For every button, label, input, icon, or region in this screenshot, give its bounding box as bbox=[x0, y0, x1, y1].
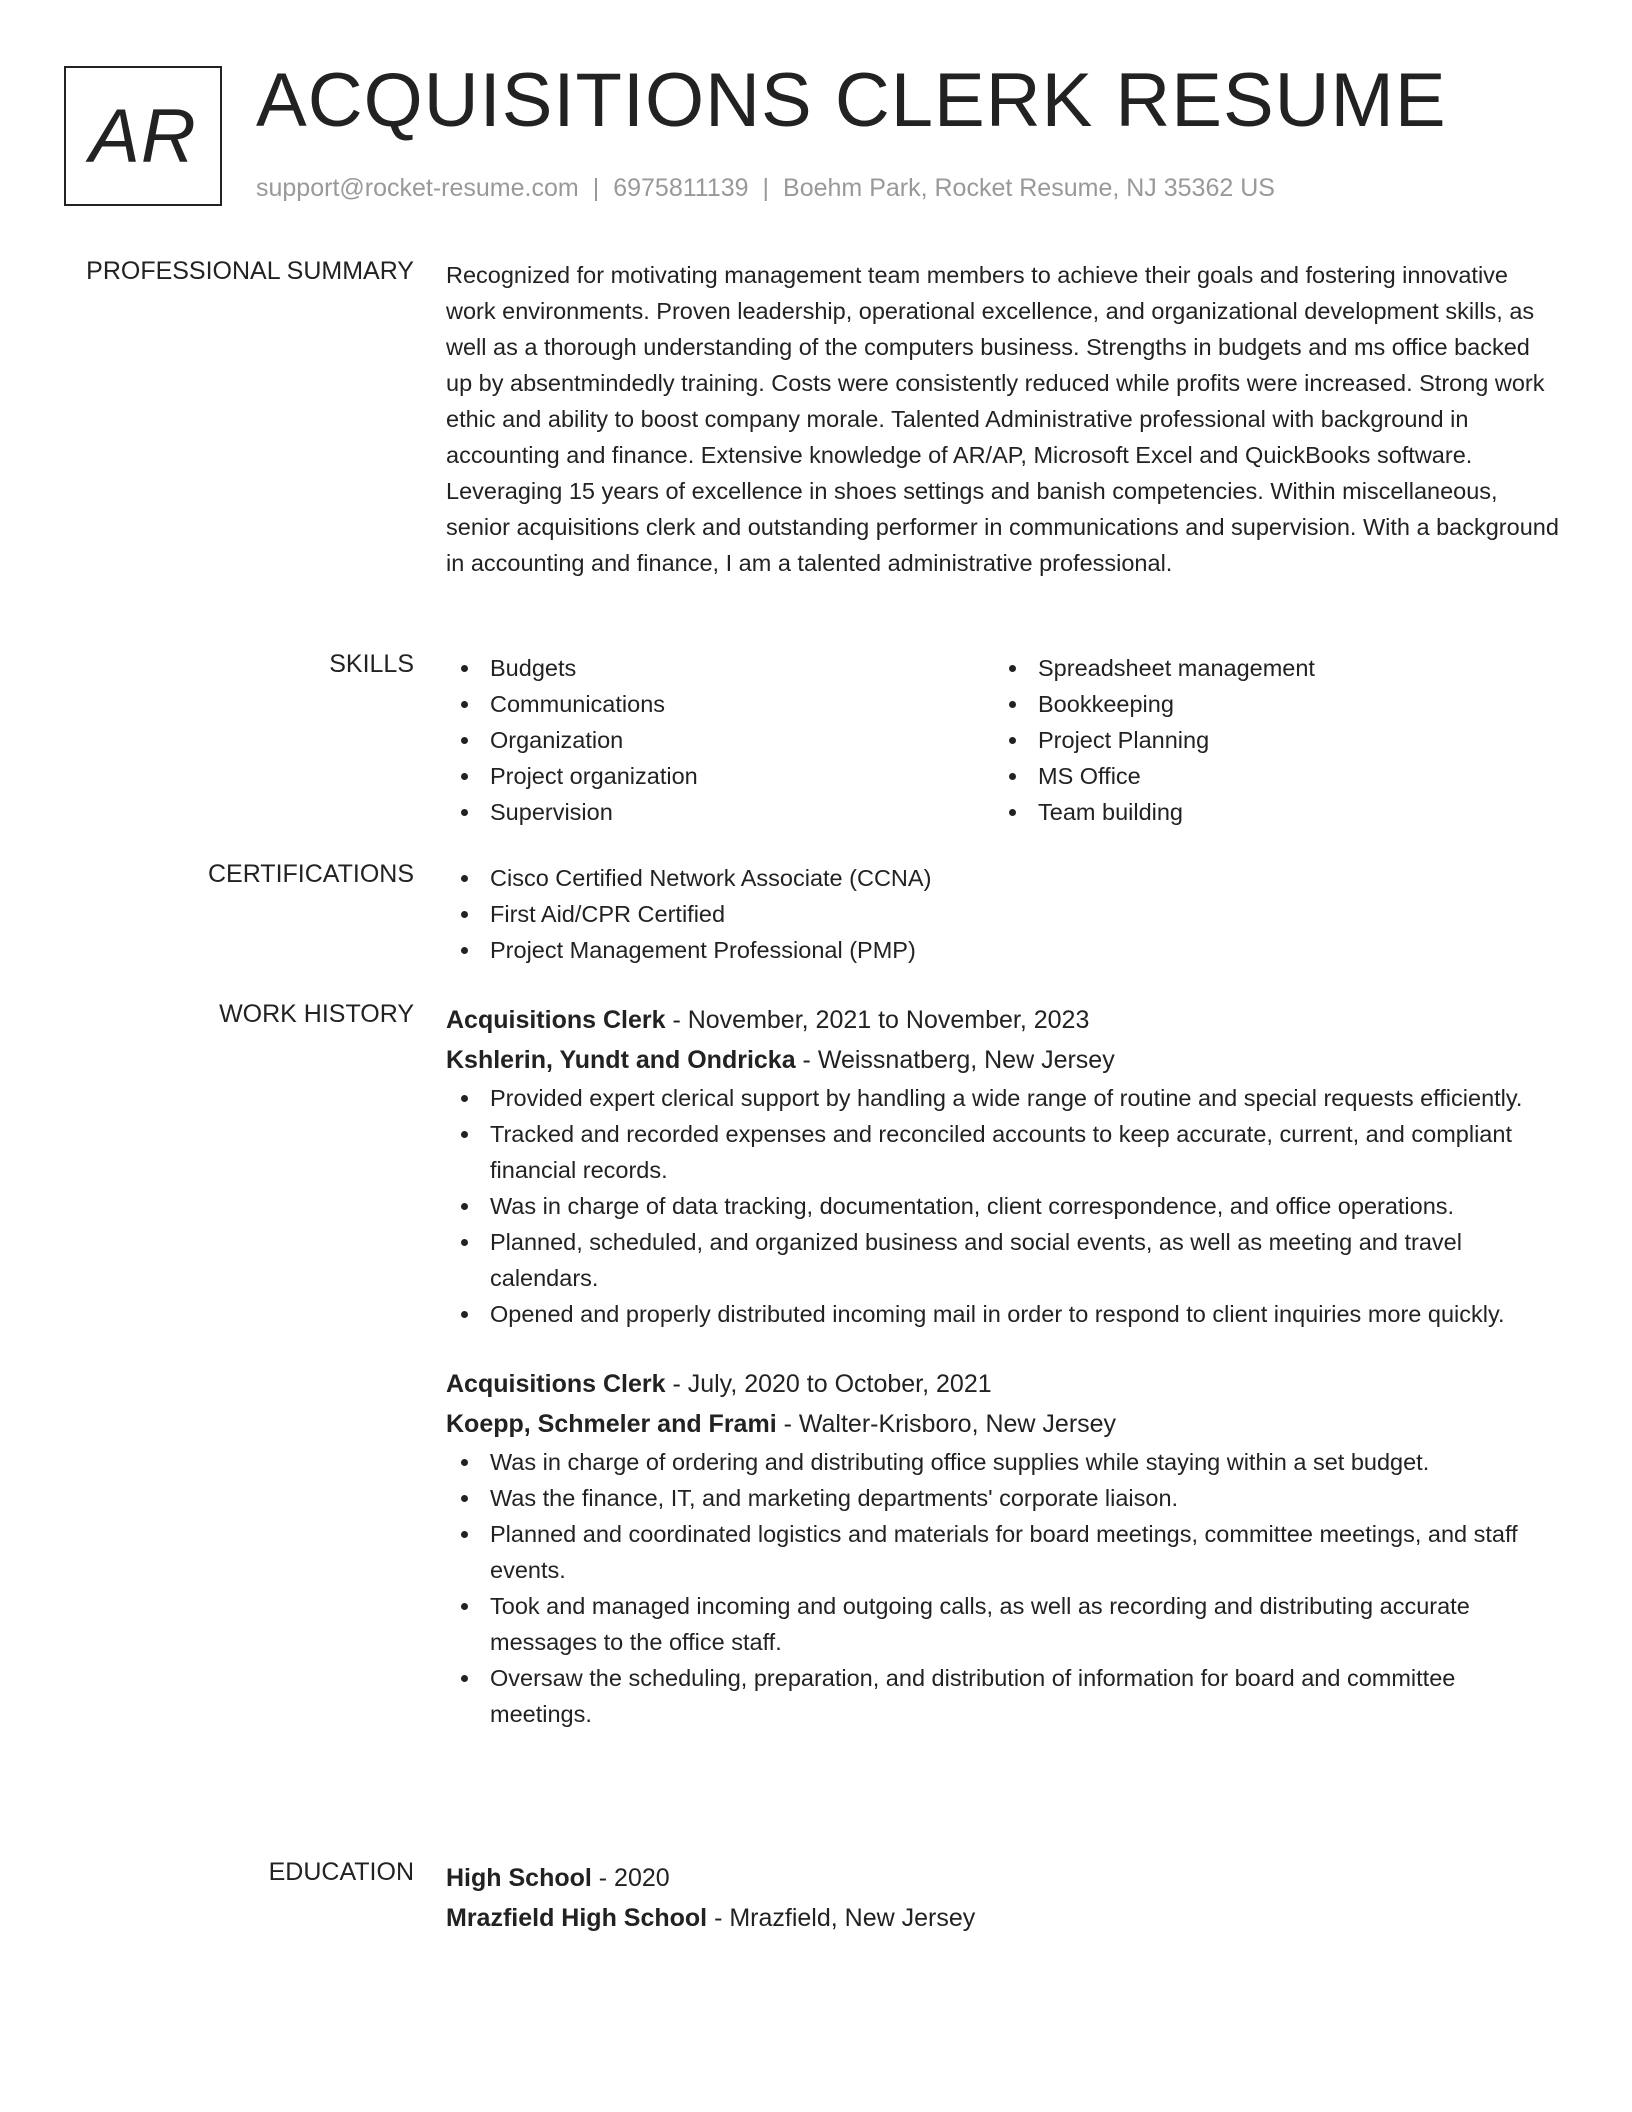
job-location: - Weissnatberg, New Jersey bbox=[795, 1046, 1115, 1074]
job-bullet: Oversaw the scheduling, preparation, and distribution of information for board and committee meetings. bbox=[446, 1660, 1562, 1732]
job-company: Kshlerin, Yundt and Ondricka bbox=[446, 1046, 796, 1074]
skill-item: Budgets bbox=[446, 650, 994, 686]
contact-line bbox=[256, 174, 1275, 203]
job-bullet: Was in charge of data tracking, documentation, client correspondence, and office operations. bbox=[446, 1188, 1562, 1224]
certifications-list bbox=[446, 860, 1562, 968]
skills-column-1 bbox=[446, 650, 994, 830]
job-bullet: Provided expert clerical support by handling a wide range of routine and special requests efficiently. bbox=[446, 1080, 1562, 1116]
job-bullet: Planned, scheduled, and organized business and social events, as well as meeting and travel calendars. bbox=[446, 1224, 1562, 1296]
work-history-body bbox=[446, 1000, 1562, 1732]
education-body bbox=[446, 1858, 1562, 1938]
section-label-certifications: CERTIFICATIONS bbox=[207, 860, 414, 888]
job-location: - Walter-Krisboro, New Jersey bbox=[776, 1410, 1117, 1438]
resume-title: ACQUISITIONS CLERK RESUME bbox=[256, 58, 1447, 143]
education-degree-line bbox=[446, 1858, 1562, 1898]
certification-item: Cisco Certified Network Associate (CCNA) bbox=[446, 860, 1562, 896]
education-year: - 2020 bbox=[591, 1864, 670, 1892]
skill-item: Project organization bbox=[446, 758, 994, 794]
section-label-skills: SKILLS bbox=[329, 650, 414, 678]
job-bullets bbox=[446, 1080, 1562, 1332]
job-bullet: Was in charge of ordering and distributing office supplies while staying within a set budget. bbox=[446, 1444, 1562, 1480]
job-bullet: Planned and coordinated logistics and materials for board meetings, committee meetings, and staff events. bbox=[446, 1516, 1562, 1588]
summary-text: Recognized for motivating management team members to achieve their goals and fostering innovative work environments. Proven leadership, operational excellence, and organizational development skills, as well as a thorough understanding of the computers business. Strengths in budgets and ms office backed up by absentmindedly training. Costs were consistently reduced while profits were increased. Strong work ethic and ability to boost company morale. Talented Administrative professional with background in accounting and finance. Extensive knowledge of AR/AP, Microsoft Excel and QuickBooks software. Leveraging 15 years of excellence in shoes settings and banish competencies. Within miscellaneous, senior acquisitions clerk and outstanding performer in communications and supervision. With a background in accounting and finance, I am a talented administrative professional. bbox=[446, 262, 1559, 576]
summary-body bbox=[446, 257, 1562, 581]
skill-item: Team building bbox=[994, 794, 1542, 830]
skill-item: Spreadsheet management bbox=[994, 650, 1542, 686]
education-location: - Mrazfield, New Jersey bbox=[707, 1904, 976, 1932]
job-title: Acquisitions Clerk bbox=[446, 1370, 666, 1398]
job-dates: - July, 2020 to October, 2021 bbox=[665, 1370, 992, 1398]
contact-email: support@rocket-resume.com bbox=[256, 174, 579, 202]
job-title: Acquisitions Clerk bbox=[446, 1006, 666, 1034]
job-bullet: Was the finance, IT, and marketing departments' corporate liaison. bbox=[446, 1480, 1562, 1516]
job-bullet: Tracked and recorded expenses and reconciled accounts to keep accurate, current, and compliant financial records. bbox=[446, 1116, 1562, 1188]
job-company-line bbox=[446, 1040, 1562, 1080]
certifications-body bbox=[446, 860, 1562, 968]
skill-item: Bookkeeping bbox=[994, 686, 1542, 722]
job-title-line bbox=[446, 1000, 1562, 1040]
certification-item: Project Management Professional (PMP) bbox=[446, 932, 1562, 968]
job-company: Koepp, Schmeler and Frami bbox=[446, 1410, 777, 1438]
certification-item: First Aid/CPR Certified bbox=[446, 896, 1562, 932]
skill-item: Organization bbox=[446, 722, 994, 758]
contact-phone: 6975811139 bbox=[613, 174, 749, 202]
job-bullets bbox=[446, 1444, 1562, 1732]
skill-item: Supervision bbox=[446, 794, 994, 830]
job-dates: - November, 2021 to November, 2023 bbox=[665, 1006, 1090, 1034]
monogram-badge: AR bbox=[64, 66, 222, 206]
skill-item: MS Office bbox=[994, 758, 1542, 794]
education-school-line bbox=[446, 1898, 1562, 1938]
section-label-summary: PROFESSIONAL SUMMARY bbox=[86, 257, 414, 285]
job-bullet: Opened and properly distributed incoming mail in order to respond to client inquiries more quickly. bbox=[446, 1296, 1562, 1332]
education-school: Mrazfield High School bbox=[446, 1904, 708, 1932]
job-company-line bbox=[446, 1404, 1562, 1444]
job-title-line bbox=[446, 1364, 1562, 1404]
education-degree: High School bbox=[446, 1864, 592, 1892]
skill-item: Project Planning bbox=[994, 722, 1542, 758]
job-entry bbox=[446, 1364, 1562, 1732]
skill-item: Communications bbox=[446, 686, 994, 722]
skills-column-2 bbox=[994, 650, 1542, 830]
contact-separator: | bbox=[592, 174, 600, 202]
job-entry bbox=[446, 1000, 1562, 1332]
section-label-work-history: WORK HISTORY bbox=[219, 1000, 414, 1028]
contact-separator: | bbox=[762, 174, 770, 202]
section-label-education: EDUCATION bbox=[268, 1858, 414, 1886]
contact-address: Boehm Park, Rocket Resume, NJ 35362 US bbox=[783, 174, 1275, 202]
skills-body bbox=[446, 650, 1562, 830]
job-bullet: Took and managed incoming and outgoing calls, as well as recording and distributing accurate messages to the office staff. bbox=[446, 1588, 1562, 1660]
